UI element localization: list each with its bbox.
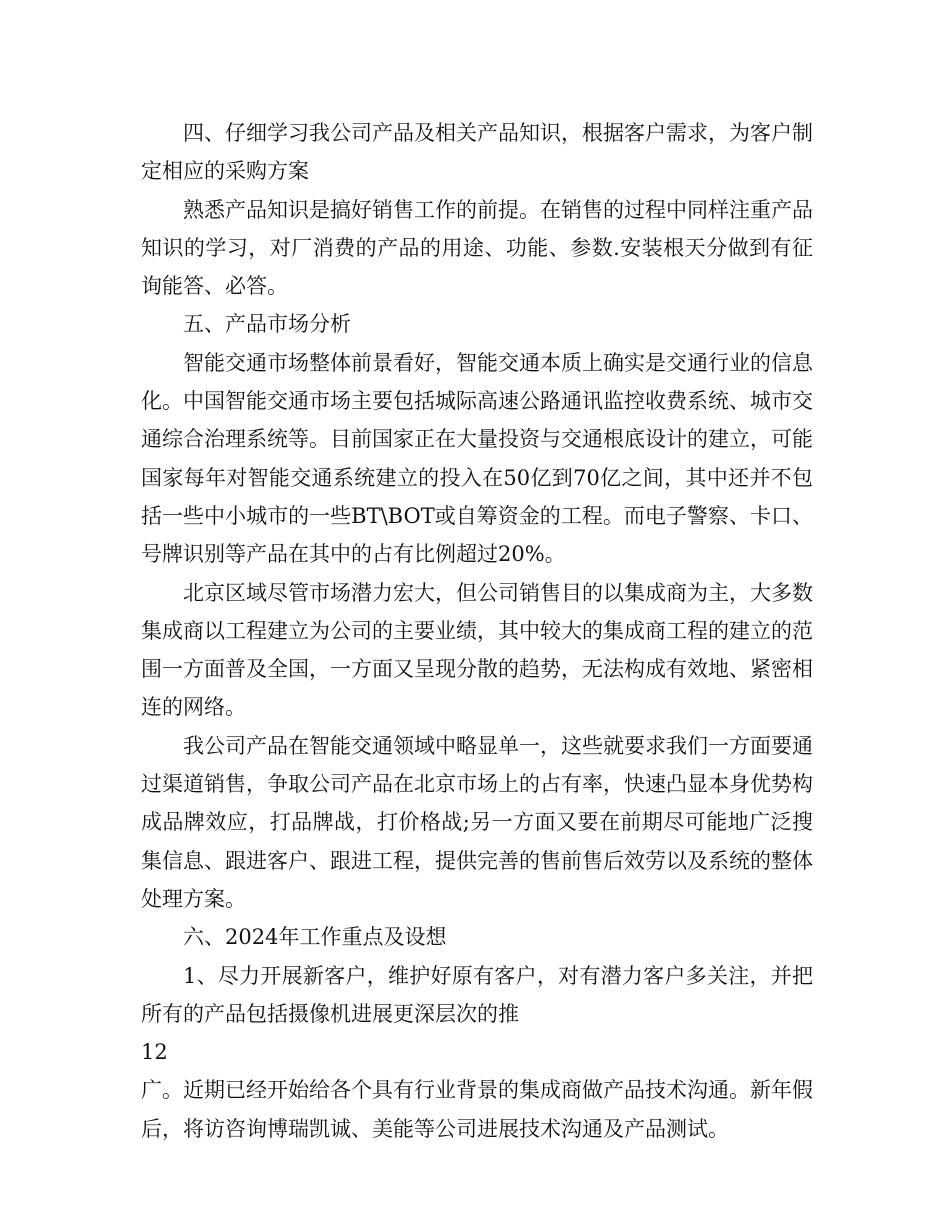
section-heading-6: 六、2024年工作重点及设想 [183, 925, 447, 950]
paragraph-goal-1: 1、尽力开展新客户，维护好原有客户，对有潜力客户多关注，并把所有的产品包括摄像机进展更深层次的推 [141, 963, 813, 1026]
page-number: 12 [141, 1040, 168, 1065]
paragraph-continuation: 广。近期已经开始给各个具有行业背景的集成商做产品技术沟通。新年假后，将访咨询博瑞凯诚、美能等公司进展技术沟通及产品测试。 [141, 1078, 813, 1141]
paragraph-market-outlook: 智能交通市场整体前景看好，智能交通本质上确实是交通行业的信息化。中国智能交通市场主要包括城际高速公路通讯监控收费系统、城市交通综合治理系统等。目前国家正在大量投资与交通根底设计的建立，可能国家每年对智能交通系统建立的投入在50亿到70亿之间，其中还并不包括一些中小城市的一些BT\BOT或自筹资金的工程。而电子警察、卡口、号牌识别等产品在其中的占有比例超过20%。 [141, 350, 813, 567]
paragraph-beijing-region: 北京区域尽管市场潜力宏大，但公司销售目的以集成商为主，大多数集成商以工程建立为公司的主要业绩，其中较大的集成商工程的建立的范围一方面普及全国，一方面又呈现分散的趋势，无法构成有效地、紧密相连的网络。 [141, 580, 813, 720]
paragraph-product-knowledge: 熟悉产品知识是搞好销售工作的前提。在销售的过程中同样注重产品知识的学习，对厂消费的产品的用途、功能、参数.安装根天分做到有征询能答、必答。 [141, 197, 813, 299]
section-heading-4: 四、仔细学习我公司产品及相关产品知识，根据客户需求，为客户制定相应的采购方案 [141, 121, 813, 184]
paragraph-company-strategy: 我公司产品在智能交通领域中略显单一，这些就要求我们一方面要通过渠道销售，争取公司产品在北京市场上的占有率，快速凸显本身优势构成品牌效应，打品牌战，打价格战;另一方面又要在前期尽可能地广泛搜集信息、跟进客户、跟进工程，提供完善的售前售后效劳以及系统的整体处理方案。 [141, 733, 813, 911]
document-body [141, 114, 813, 1148]
section-heading-5: 五、产品市场分析 [183, 312, 351, 337]
